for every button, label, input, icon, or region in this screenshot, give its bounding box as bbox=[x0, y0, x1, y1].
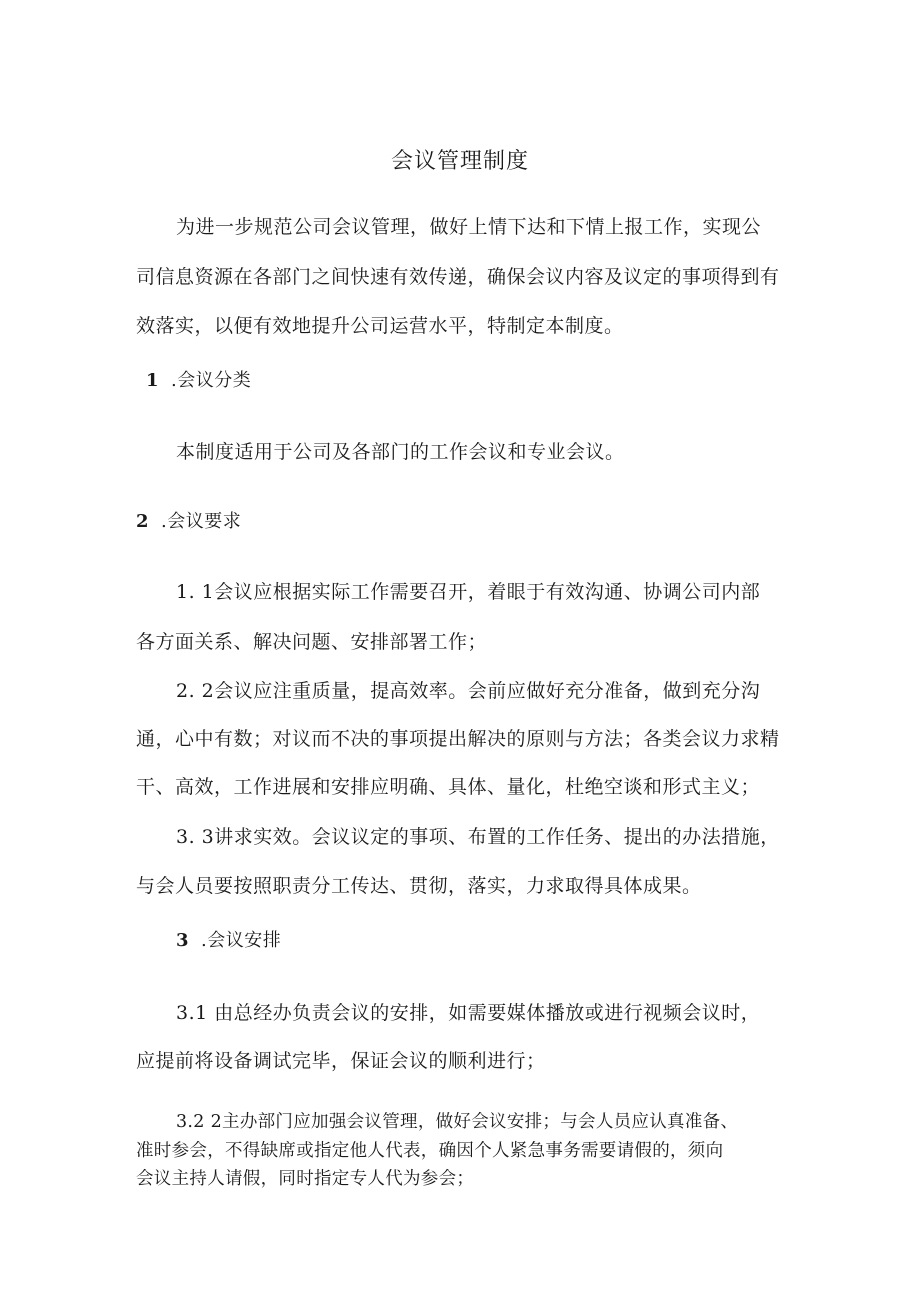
section-3-item-2-line-3: 会议主持人请假，同时指定专人代为参会； bbox=[136, 1169, 475, 1189]
section-2-item-2-line-3: 干、高效，工作进展和安排应明确、具体、量化，杜绝空谈和形式主义； bbox=[136, 776, 761, 798]
section-3-item-1-line-2: 应提前将设备调试完毕，保证会议的顺利进行； bbox=[136, 1050, 546, 1072]
section-3-item-1-line-1: 3.1 由总经办负责会议的安排，如需要媒体播放或进行视频会议时， bbox=[176, 1002, 761, 1024]
section-2-item-3-line-2: 与会人员要按照职责分工传达、贯彻，落实，力求取得具体成果。 bbox=[136, 875, 702, 897]
section-1-body: 本制度适用于公司及各部门的工作会议和专业会议。 bbox=[176, 441, 625, 463]
section-2-title: .会议要求 bbox=[161, 511, 242, 532]
document-title: 会议管理制度 bbox=[390, 149, 529, 174]
section-2-item-1-line-1: 1. 1会议应根据实际工作需要召开，着眼于有效沟通、协调公司内部 bbox=[176, 581, 761, 603]
section-2-item-2-line-2: 通，心中有数；对议而不决的事项提出解决的原则与方法；各类会议力求精 bbox=[136, 728, 780, 750]
section-3-item-2-line-2: 准时参会，不得缺席或指定他人代表，确因个人紧急事务需要请假的，须向 bbox=[136, 1141, 724, 1161]
intro-line-2: 司信息资源在各部门之间快速有效传递，确保会议内容及议定的事项得到有 bbox=[136, 266, 780, 288]
section-2-item-3-line-1: 3. 3讲求实效。会议议定的事项、布置的工作任务、提出的办法措施， bbox=[176, 826, 780, 848]
section-3-title: .会议安排 bbox=[201, 930, 282, 951]
section-3-number: 3 bbox=[176, 930, 190, 951]
section-2-item-2-line-1: 2. 2会议应注重质量，提高效率。会前应做好充分准备，做到充分沟 bbox=[176, 680, 761, 702]
section-2-item-1-line-2: 各方面关系、解决问题、安排部署工作； bbox=[136, 631, 488, 653]
section-2-heading bbox=[136, 507, 796, 533]
intro-line-3: 效落实，以便有效地提升公司运营水平，特制定本制度。 bbox=[136, 315, 624, 337]
section-3-heading bbox=[176, 926, 836, 952]
section-3-item-2-line-1: 3.2 2主办部门应加强会议管理，做好会议安排；与会人员应认真准备、 bbox=[176, 1112, 739, 1132]
intro-line-1: 为进一步规范公司会议管理，做好上情下达和下情上报工作，实现公 bbox=[176, 216, 762, 238]
section-1-heading bbox=[146, 366, 806, 392]
section-1-number: 1 bbox=[146, 370, 160, 391]
section-1-title: .会议分类 bbox=[171, 370, 252, 391]
section-2-number: 2 bbox=[136, 511, 150, 532]
